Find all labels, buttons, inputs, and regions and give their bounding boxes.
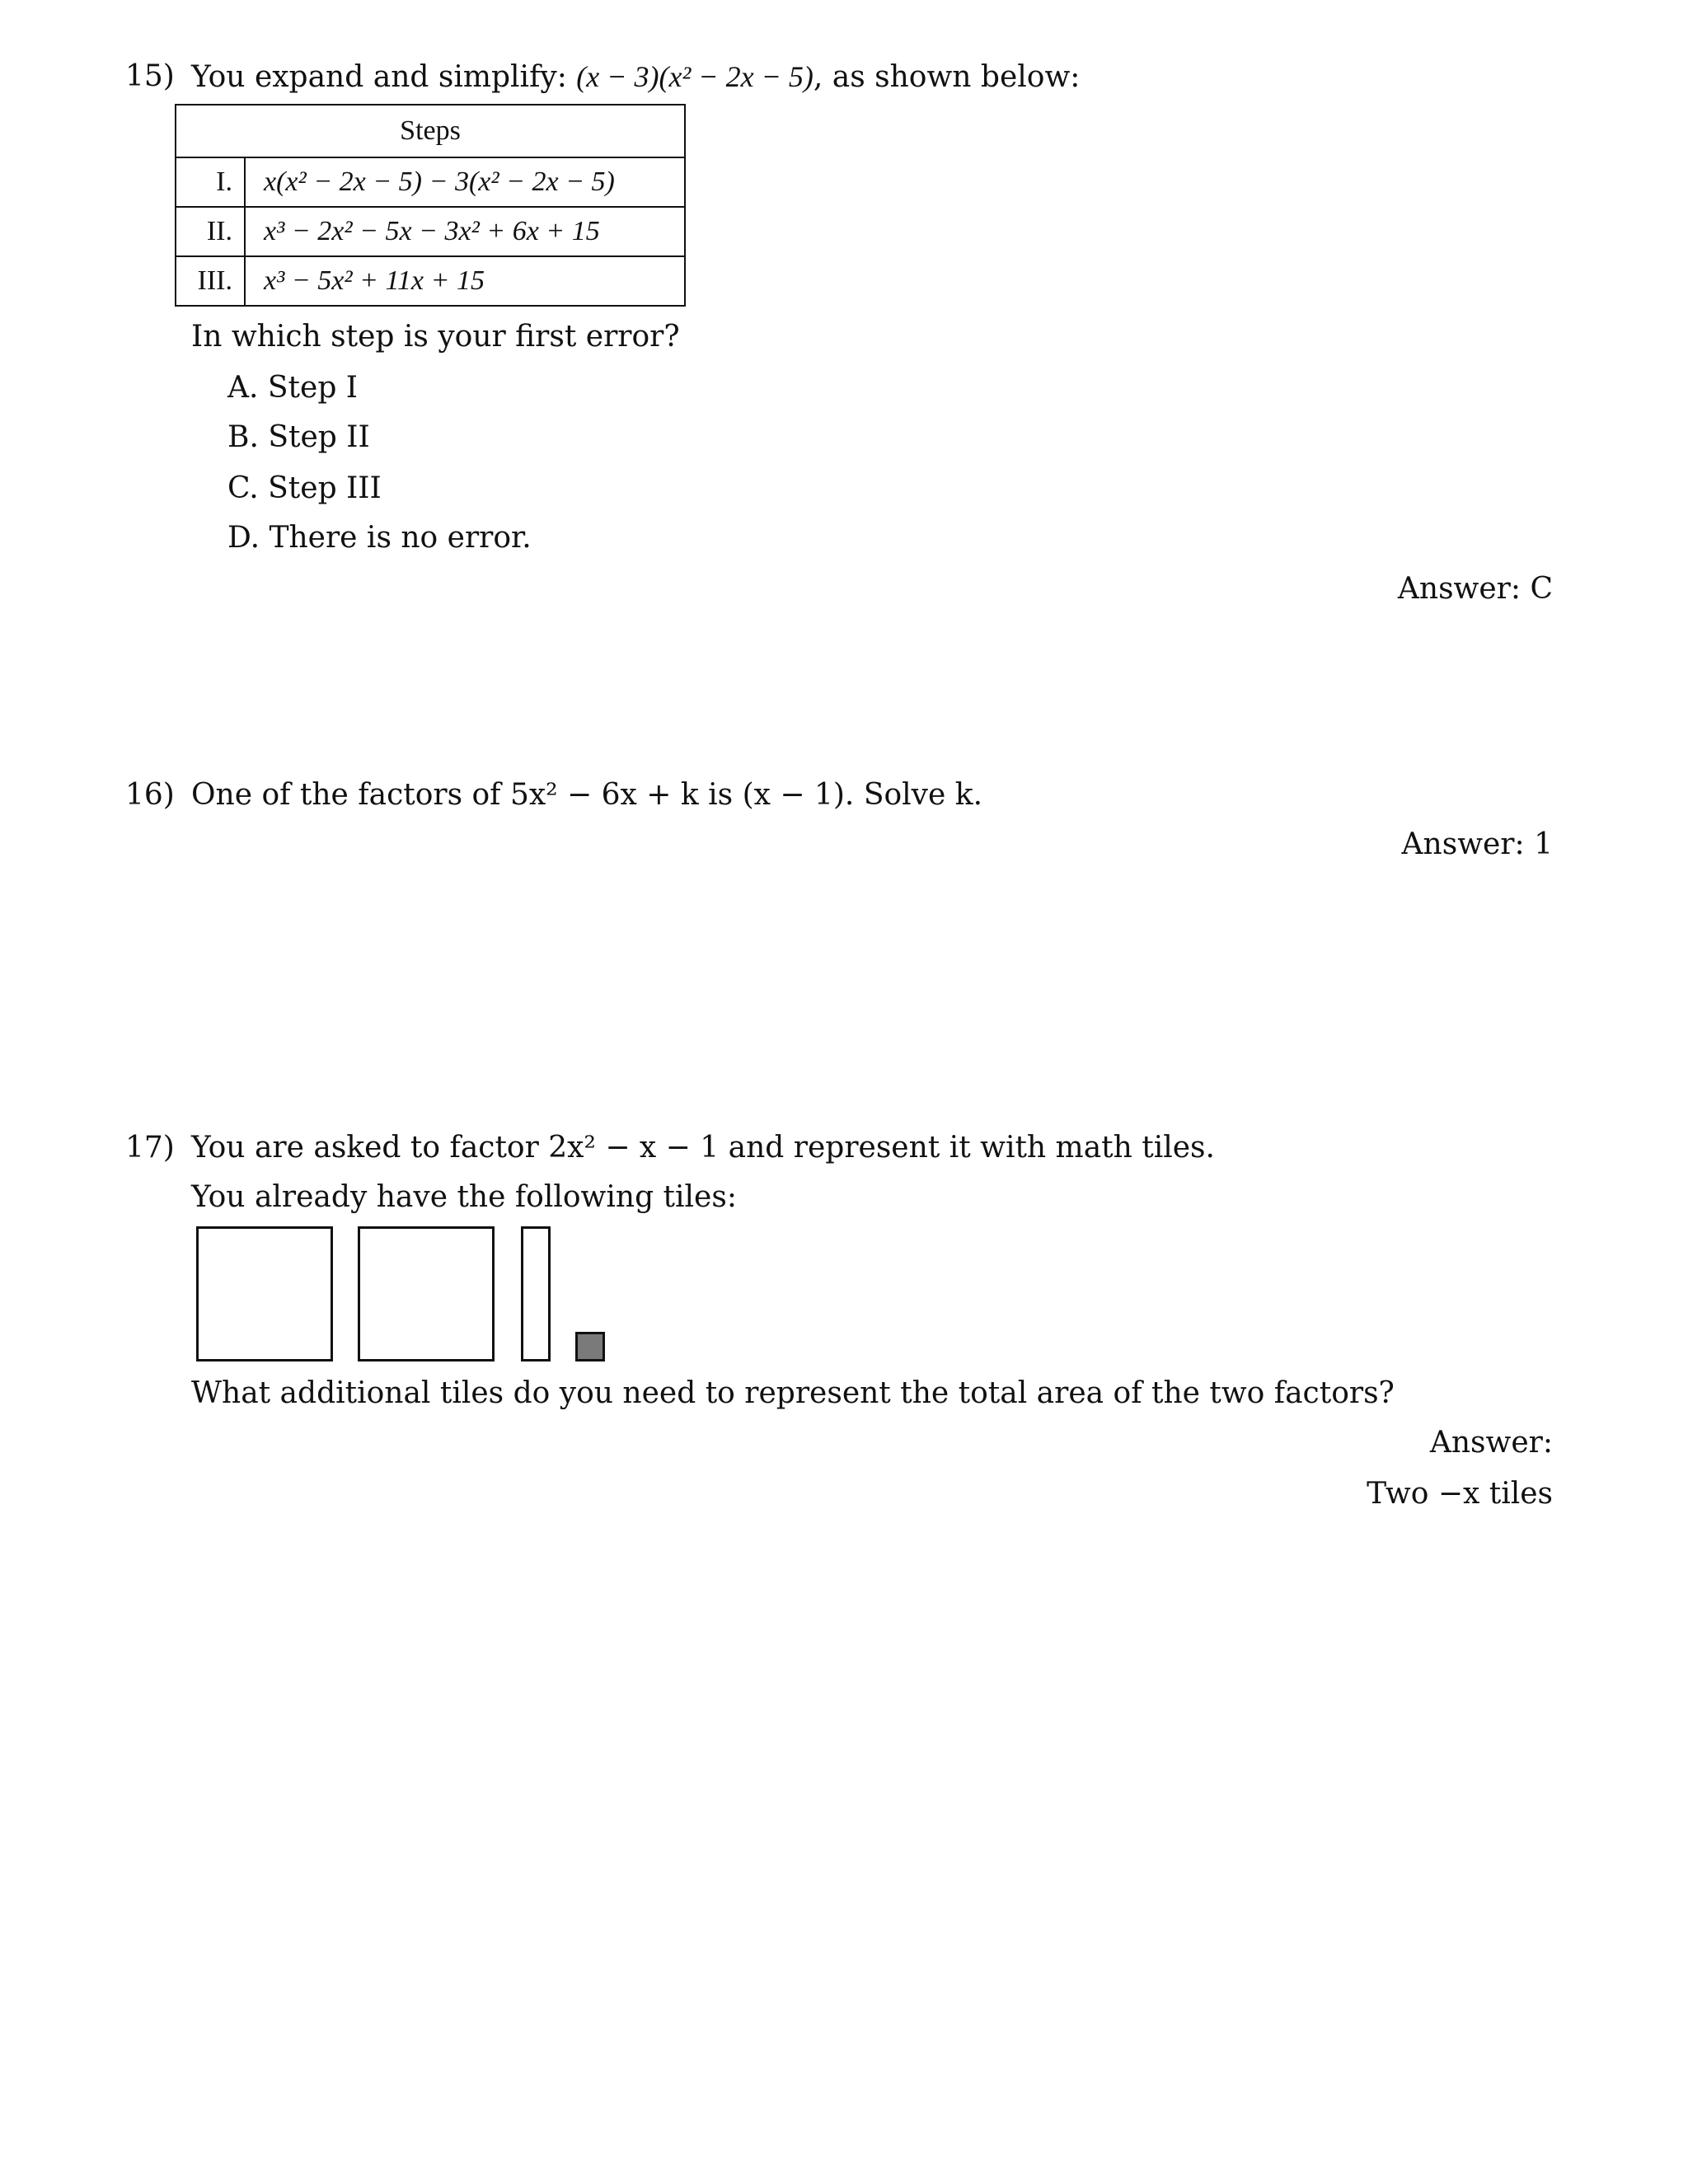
question-17-answer-label: Answer:: [1429, 1426, 1553, 1460]
x-squared-tile: [358, 1226, 495, 1361]
question-17-prompt: You are asked to factor 2x² − x − 1 and represent it with math tiles.: [191, 1131, 1215, 1165]
question-16-answer: Answer: 1: [1401, 827, 1553, 861]
choice-c[interactable]: C. Step III: [227, 471, 382, 505]
step-expression: x³ − 5x² + 11x + 15: [245, 256, 685, 306]
table-row: [176, 256, 685, 306]
question-16-number: 16): [125, 778, 175, 812]
question-15-answer: Answer: C: [1397, 572, 1553, 606]
table-row: [176, 157, 685, 207]
question-16-prompt: One of the factors of 5x² − 6x + k is (x − 1). Solve k.: [191, 778, 983, 812]
question-15-question: In which step is your first error?: [191, 320, 680, 354]
steps-table: [175, 104, 686, 307]
question-17-question: What additional tiles do you need to represent the total area of the two factors?: [191, 1376, 1395, 1410]
choice-d[interactable]: D. There is no error.: [227, 521, 532, 555]
question-15-number: 15): [125, 59, 175, 93]
choice-b[interactable]: B. Step II: [227, 420, 370, 454]
step-number: II.: [176, 207, 245, 256]
step-number: I.: [176, 157, 245, 207]
choice-a[interactable]: A. Step I: [227, 371, 359, 405]
question-17-number: 17): [125, 1131, 175, 1165]
x-tile: [521, 1226, 551, 1361]
table-row: [176, 207, 685, 256]
question-15-expression: (x − 3)(x² − 2x − 5): [576, 60, 814, 93]
question-17-answer-value: Two −x tiles: [1367, 1477, 1553, 1511]
step-expression: x³ − 2x² − 5x − 3x² + 6x + 15: [245, 207, 685, 256]
x-squared-tile: [196, 1226, 333, 1361]
question-15-prompt: [191, 59, 1080, 94]
question-17-subtext: You already have the following tiles:: [191, 1180, 737, 1214]
question-15-prefix: You expand and simplify:: [191, 60, 577, 94]
step-number: III.: [176, 256, 245, 306]
negative-unit-tile: [575, 1332, 605, 1361]
steps-table-header: Steps: [176, 105, 685, 157]
step-expression: x(x² − 2x − 5) − 3(x² − 2x − 5): [245, 157, 685, 207]
question-15-suffix: , as shown below:: [813, 60, 1081, 94]
